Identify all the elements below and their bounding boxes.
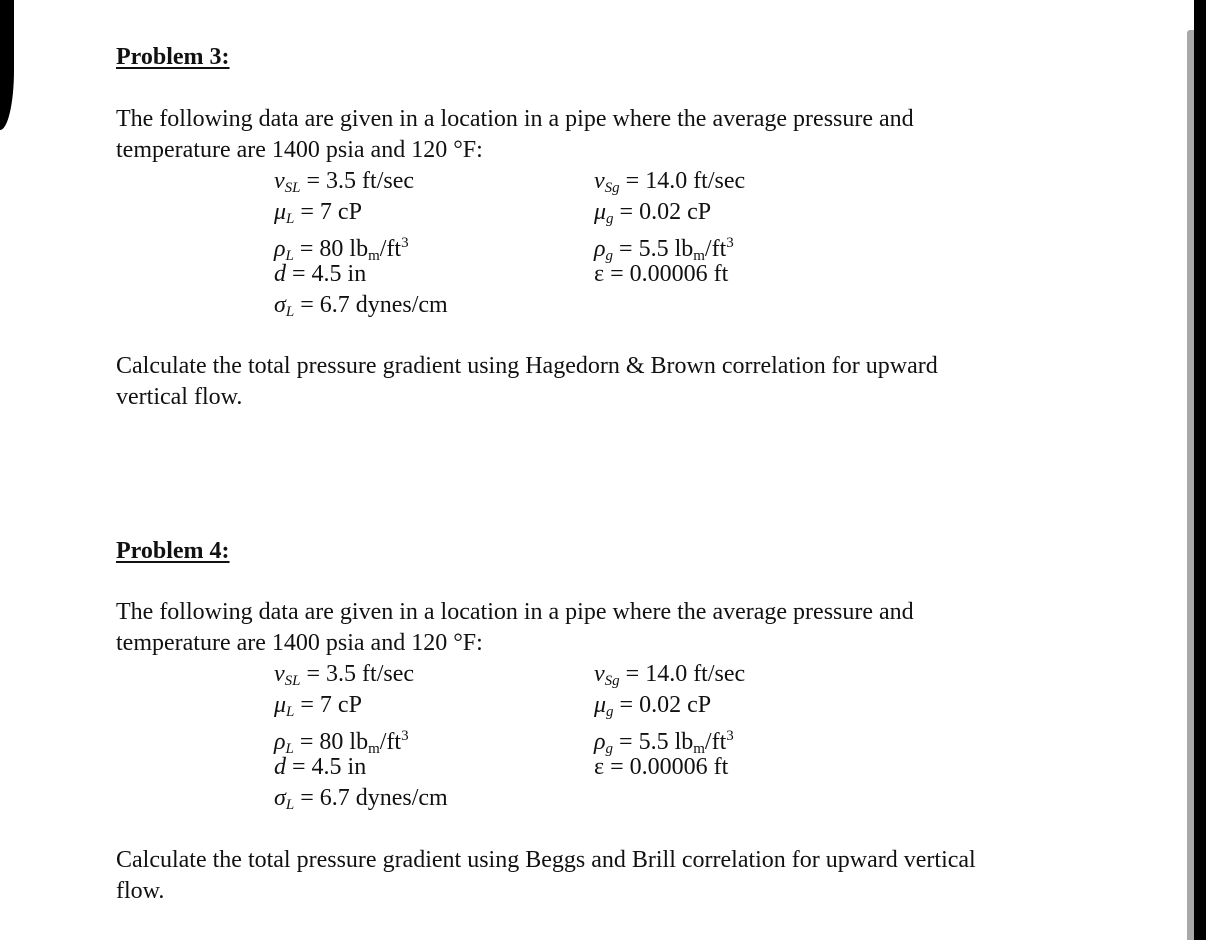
- variable-mu-l: $\mu_L = 7$ cP: [274, 692, 362, 720]
- variable-d: d = 4.5 in: [274, 261, 367, 287]
- problem-4-intro: [116, 597, 1116, 659]
- variable-mu-g: $\mu_g = 0.02$ cP: [594, 199, 712, 227]
- intro-line-2: temperature are 1400 psia and 120 °F:: [116, 630, 483, 656]
- variable-vsg: $v_{Sg} = 14.0$ ft/sec: [594, 661, 746, 689]
- problem-3-liquid-variables: [274, 166, 448, 321]
- vertical-scrollbar[interactable]: [1187, 30, 1194, 940]
- problem-4-liquid-variables: [274, 659, 448, 814]
- left-edge-shadow: [0, 0, 14, 130]
- variable-epsilon: ε = 0.00006 ft: [594, 754, 729, 780]
- variable-rho-l: $\rho_L = 80$ lbm/$ft^3$: [274, 728, 409, 757]
- question-line-2: vertical flow.: [116, 384, 243, 410]
- problem-3-gas-variables: [594, 166, 745, 290]
- variable-sigma-l: $\sigma_L = 6.7$ dynes/cm: [274, 785, 448, 813]
- variable-sigma-l: $\sigma_L = 6.7$ dynes/cm: [274, 292, 448, 320]
- problem-3-question: [116, 351, 1116, 413]
- variable-mu-g: $\mu_g = 0.02$ cP: [594, 692, 712, 720]
- variable-rho-g: $\rho_g = 5.5$ lbm/$ft^3$: [594, 235, 734, 264]
- intro-line-2: temperature are 1400 psia and 120 °F:: [116, 137, 483, 163]
- variable-rho-g: $\rho_g = 5.5$ lbm/$ft^3$: [594, 728, 734, 757]
- variable-d: d = 4.5 in: [274, 754, 367, 780]
- variable-vsg: $v_{Sg} = 14.0$ ft/sec: [594, 168, 746, 196]
- problem-4-gas-variables: [594, 659, 745, 783]
- variable-rho-l: $\rho_L = 80$ lbm/$ft^3$: [274, 235, 409, 264]
- variable-mu-l: $\mu_L = 7$ cP: [274, 199, 362, 227]
- problem-3-heading: Problem 3:: [116, 44, 230, 70]
- variable-vsl: $v_{SL} = 3.5$ ft/sec: [274, 168, 415, 196]
- intro-line-1: The following data are given in a location in a pipe where the average pressure and: [116, 106, 914, 132]
- question-line-1: Calculate the total pressure gradient using Beggs and Brill correlation for upward vertical: [116, 847, 976, 873]
- variable-epsilon: ε = 0.00006 ft: [594, 261, 729, 287]
- right-edge-bar: [1194, 0, 1206, 940]
- intro-line-1: The following data are given in a location in a pipe where the average pressure and: [116, 599, 914, 625]
- problem-4-heading: Problem 4:: [116, 538, 230, 564]
- question-line-1: Calculate the total pressure gradient using Hagedorn & Brown correlation for upward: [116, 353, 938, 379]
- question-line-2: flow.: [116, 878, 165, 904]
- variable-vsl: $v_{SL} = 3.5$ ft/sec: [274, 661, 415, 689]
- problem-3-intro: [116, 104, 1116, 166]
- problem-4-question: [116, 845, 1116, 907]
